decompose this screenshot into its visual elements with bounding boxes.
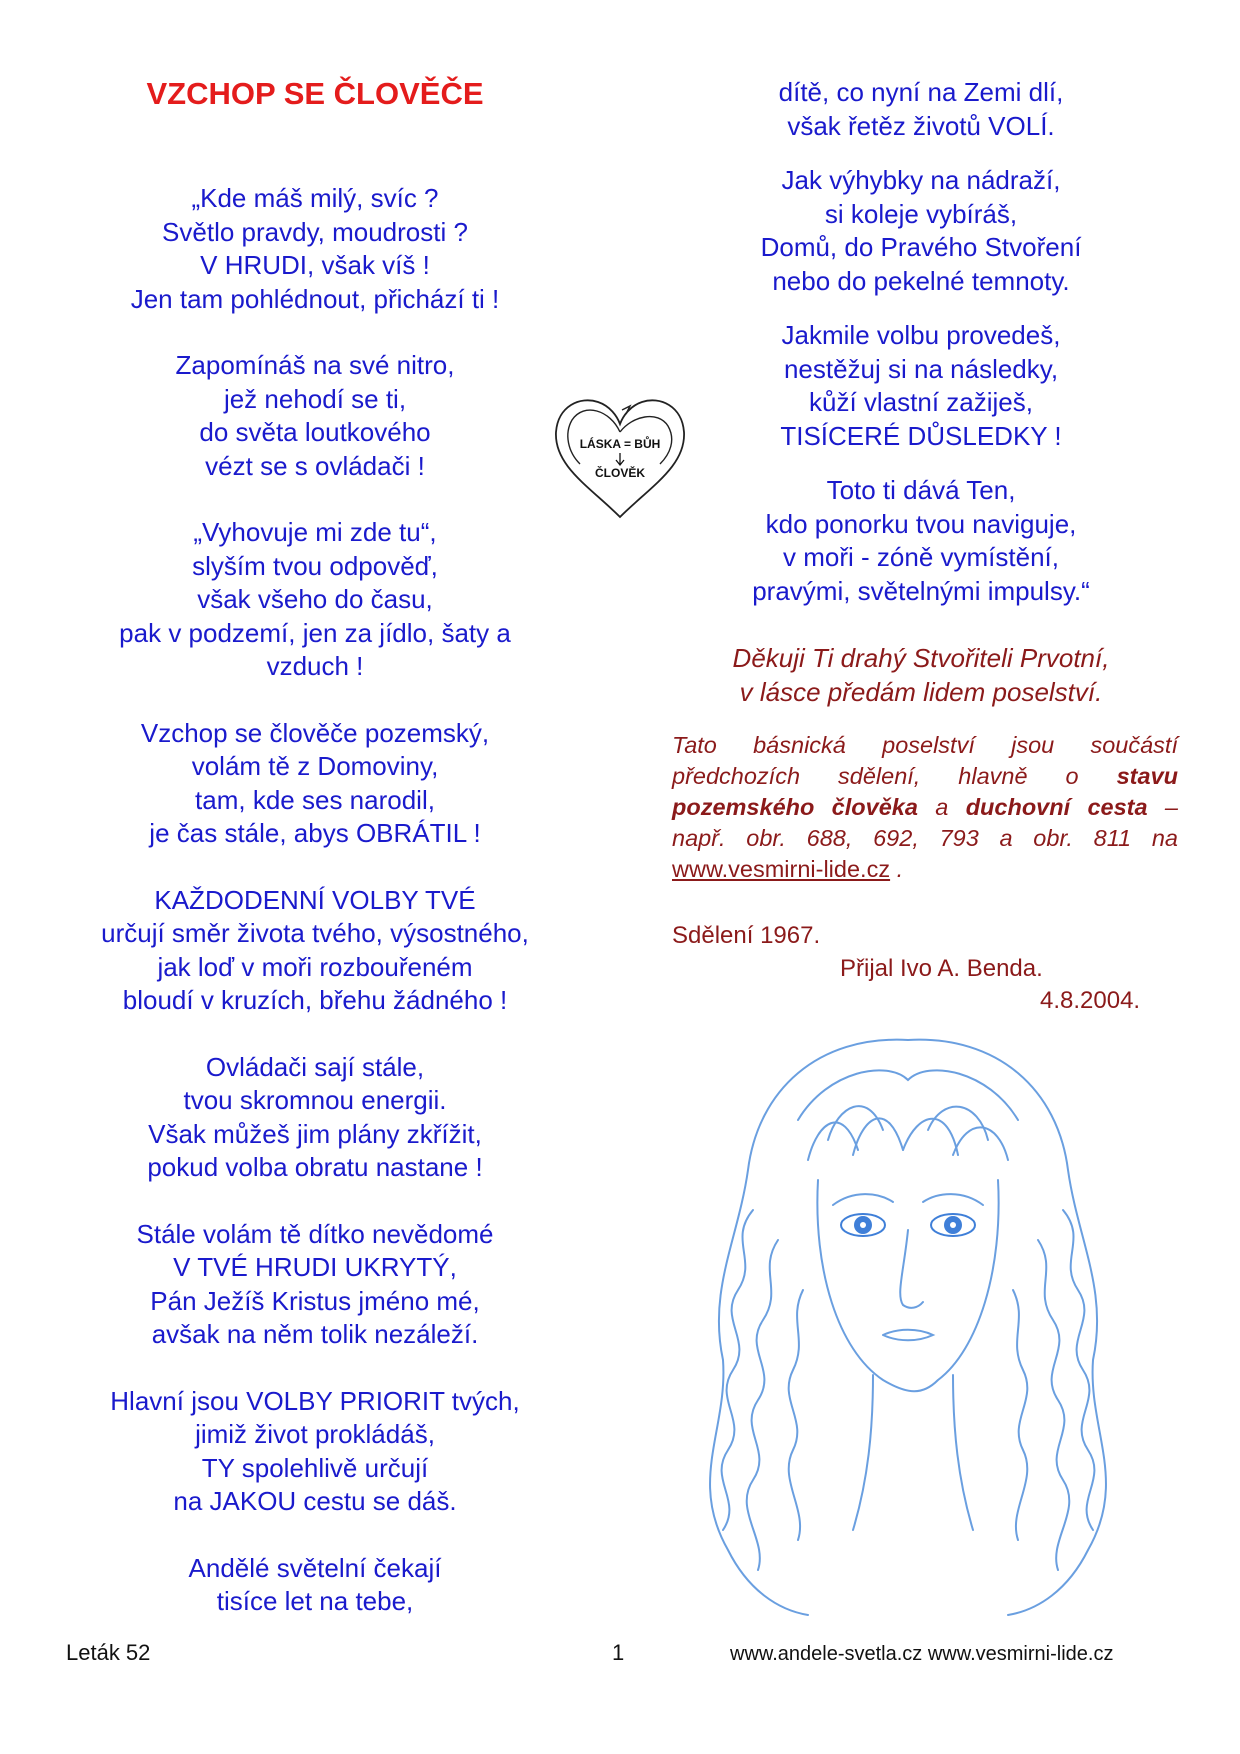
footer-page-number: 1 bbox=[612, 1640, 625, 1665]
poem-line: „Kde máš milý, svíc ? bbox=[191, 183, 439, 213]
poem-line: V HRUDI, však víš ! bbox=[200, 250, 430, 280]
poem-title: VZCHOP SE ČLOVĚČE bbox=[146, 76, 484, 111]
poem-line: TY spolehlivě určují bbox=[201, 1452, 429, 1483]
stanza bbox=[666, 474, 1176, 608]
poem-line: však řetěz životů VOLÍ. bbox=[787, 110, 1055, 141]
poem-line: Světlo pravdy, moudrosti ? bbox=[162, 216, 468, 247]
poem-left-column bbox=[60, 182, 570, 1652]
stanza bbox=[60, 1385, 570, 1519]
poem-line: bloudí v kruzích, břehu žádného ! bbox=[122, 985, 508, 1015]
note-link[interactable]: www.vesmirni-lide.cz bbox=[672, 856, 891, 882]
stanza bbox=[60, 1051, 570, 1185]
stanza bbox=[666, 76, 1176, 143]
note-rest: – např. obr. 688, 692, 793 a obr. 811 na bbox=[672, 794, 1178, 851]
poem-line: je čas stále, abys OBRÁTIL ! bbox=[149, 818, 481, 848]
poem-line: Ovládači sají stále, bbox=[205, 1051, 425, 1082]
footer-leaflet: Leták 52 bbox=[66, 1640, 151, 1665]
stanza bbox=[666, 164, 1176, 298]
poem-line: Zapomínáš na své nitro, bbox=[175, 350, 455, 380]
poem-line: Pán Ježíš Kristus jméno mé, bbox=[150, 1285, 480, 1316]
received-by: Přijal Ivo A. Benda. bbox=[840, 955, 1043, 982]
poem-line: Jakmile volbu provedeš, bbox=[781, 320, 1061, 350]
note-intro: Tato básnická poselství jsou součástí předchozích sdělení, hlavně o bbox=[672, 732, 1178, 789]
poem-line: avšak na něm tolik nezáleží. bbox=[151, 1319, 479, 1349]
poem-line: si koleje vybíráš, bbox=[824, 198, 1018, 229]
poem-line: do světa loutkového bbox=[199, 417, 431, 447]
poem-line: slyším tvou odpověď, bbox=[192, 550, 438, 581]
note-bold-path: duchovní cesta bbox=[965, 794, 1148, 820]
thanks-block bbox=[666, 642, 1176, 709]
poem-line: KAŽDODENNÍ VOLBY TVÉ bbox=[154, 884, 476, 915]
poem-line: nestěžuj si na následky, bbox=[783, 353, 1059, 384]
message-number: Sdělení 1967. bbox=[672, 922, 821, 949]
poem-line: Domů, do Pravého Stvoření bbox=[760, 232, 1082, 262]
poem-line: volám tě z Domoviny, bbox=[191, 751, 439, 781]
stanza bbox=[60, 884, 570, 1018]
poem-line: Andělé světelní čekají bbox=[188, 1552, 442, 1583]
poem-line: pak v podzemí, jen za jídlo, šaty a bbox=[119, 617, 511, 648]
poem-line: určují směr života tvého, výsostného, bbox=[101, 918, 529, 948]
note-and: a bbox=[935, 794, 949, 820]
poem-line: pokud volba obratu nastane ! bbox=[147, 1152, 483, 1182]
poem-line: Toto ti dává Ten, bbox=[826, 475, 1016, 505]
poem-line: „Vyhovuje mi zde tu“, bbox=[193, 517, 437, 547]
poem-line: V TVÉ HRUDI UKRYTÝ, bbox=[173, 1252, 457, 1282]
poem-line: Hlavní jsou VOLBY PRIORIT tvých, bbox=[110, 1385, 520, 1416]
poem-line: tvou skromnou energii. bbox=[183, 1085, 447, 1115]
source-note bbox=[672, 730, 1178, 885]
note-bold-state: stavu pozemského člověka bbox=[672, 763, 1178, 820]
heart-emblem bbox=[550, 392, 690, 522]
poem-line: jak loď v moři rozbouřeném bbox=[157, 951, 473, 982]
poem-line: pravými, světelnými impulsy.“ bbox=[752, 575, 1090, 606]
portrait-drawing bbox=[668, 1010, 1148, 1620]
stanza bbox=[60, 1552, 570, 1619]
stanza bbox=[60, 516, 570, 684]
note-end: . bbox=[896, 856, 904, 882]
stanza bbox=[60, 1218, 570, 1352]
poem-right-column bbox=[666, 76, 1176, 629]
stanza bbox=[60, 182, 570, 316]
poem-line: Vzchop se člověče pozemský, bbox=[140, 717, 490, 748]
signature-date: 4.8.2004. bbox=[1040, 987, 1141, 1014]
stanza bbox=[666, 319, 1176, 453]
poem-line: vzduch ! bbox=[266, 651, 364, 681]
poem-line: Však můžeš jim plány zkřížit, bbox=[148, 1118, 482, 1149]
poem-line: vézt se s ovládači ! bbox=[205, 450, 425, 481]
heart-emblem-line2: ČLOVĚK bbox=[594, 466, 646, 480]
poem-line: však všeho do času, bbox=[197, 584, 433, 614]
poem-line: jež nehodí se ti, bbox=[223, 383, 407, 414]
heart-emblem-line1: LÁSKA = BŮH bbox=[579, 437, 661, 451]
poem-line: na JAKOU cestu se dáš. bbox=[173, 1486, 457, 1516]
poem-line: nebo do pekelné temnoty. bbox=[772, 265, 1070, 296]
poem-line: Jak výhybky na nádraží, bbox=[781, 165, 1061, 195]
poem-line: TISÍCERÉ DŮSLEDKY ! bbox=[780, 420, 1062, 451]
poem-line: tam, kde ses narodil, bbox=[195, 784, 435, 815]
stanza bbox=[60, 349, 570, 483]
thanks-line: v lásce předám lidem poselství. bbox=[739, 676, 1103, 707]
stanza bbox=[60, 717, 570, 851]
poem-line: kůží vlastní zažiješ, bbox=[809, 387, 1033, 417]
poem-line: jimiž život prokládáš, bbox=[195, 1419, 435, 1449]
poem-line: Jen tam pohlédnout, přichází ti ! bbox=[130, 283, 500, 314]
poem-line: dítě, co nyní na Zemi dlí, bbox=[778, 77, 1064, 107]
thanks-line: Děkuji Ti drahý Stvořiteli Prvotní, bbox=[732, 643, 1110, 673]
footer-websites: www.andele-svetla.cz www.vesmirni-lide.cz bbox=[730, 1643, 1114, 1665]
poem-line: kdo ponorku tvou naviguje, bbox=[765, 508, 1077, 539]
poem-line: tisíce let na tebe, bbox=[216, 1586, 414, 1616]
poem-line: v moři - zóně vymístění, bbox=[783, 542, 1059, 572]
poem-line: Stále volám tě dítko nevědomé bbox=[136, 1218, 494, 1249]
